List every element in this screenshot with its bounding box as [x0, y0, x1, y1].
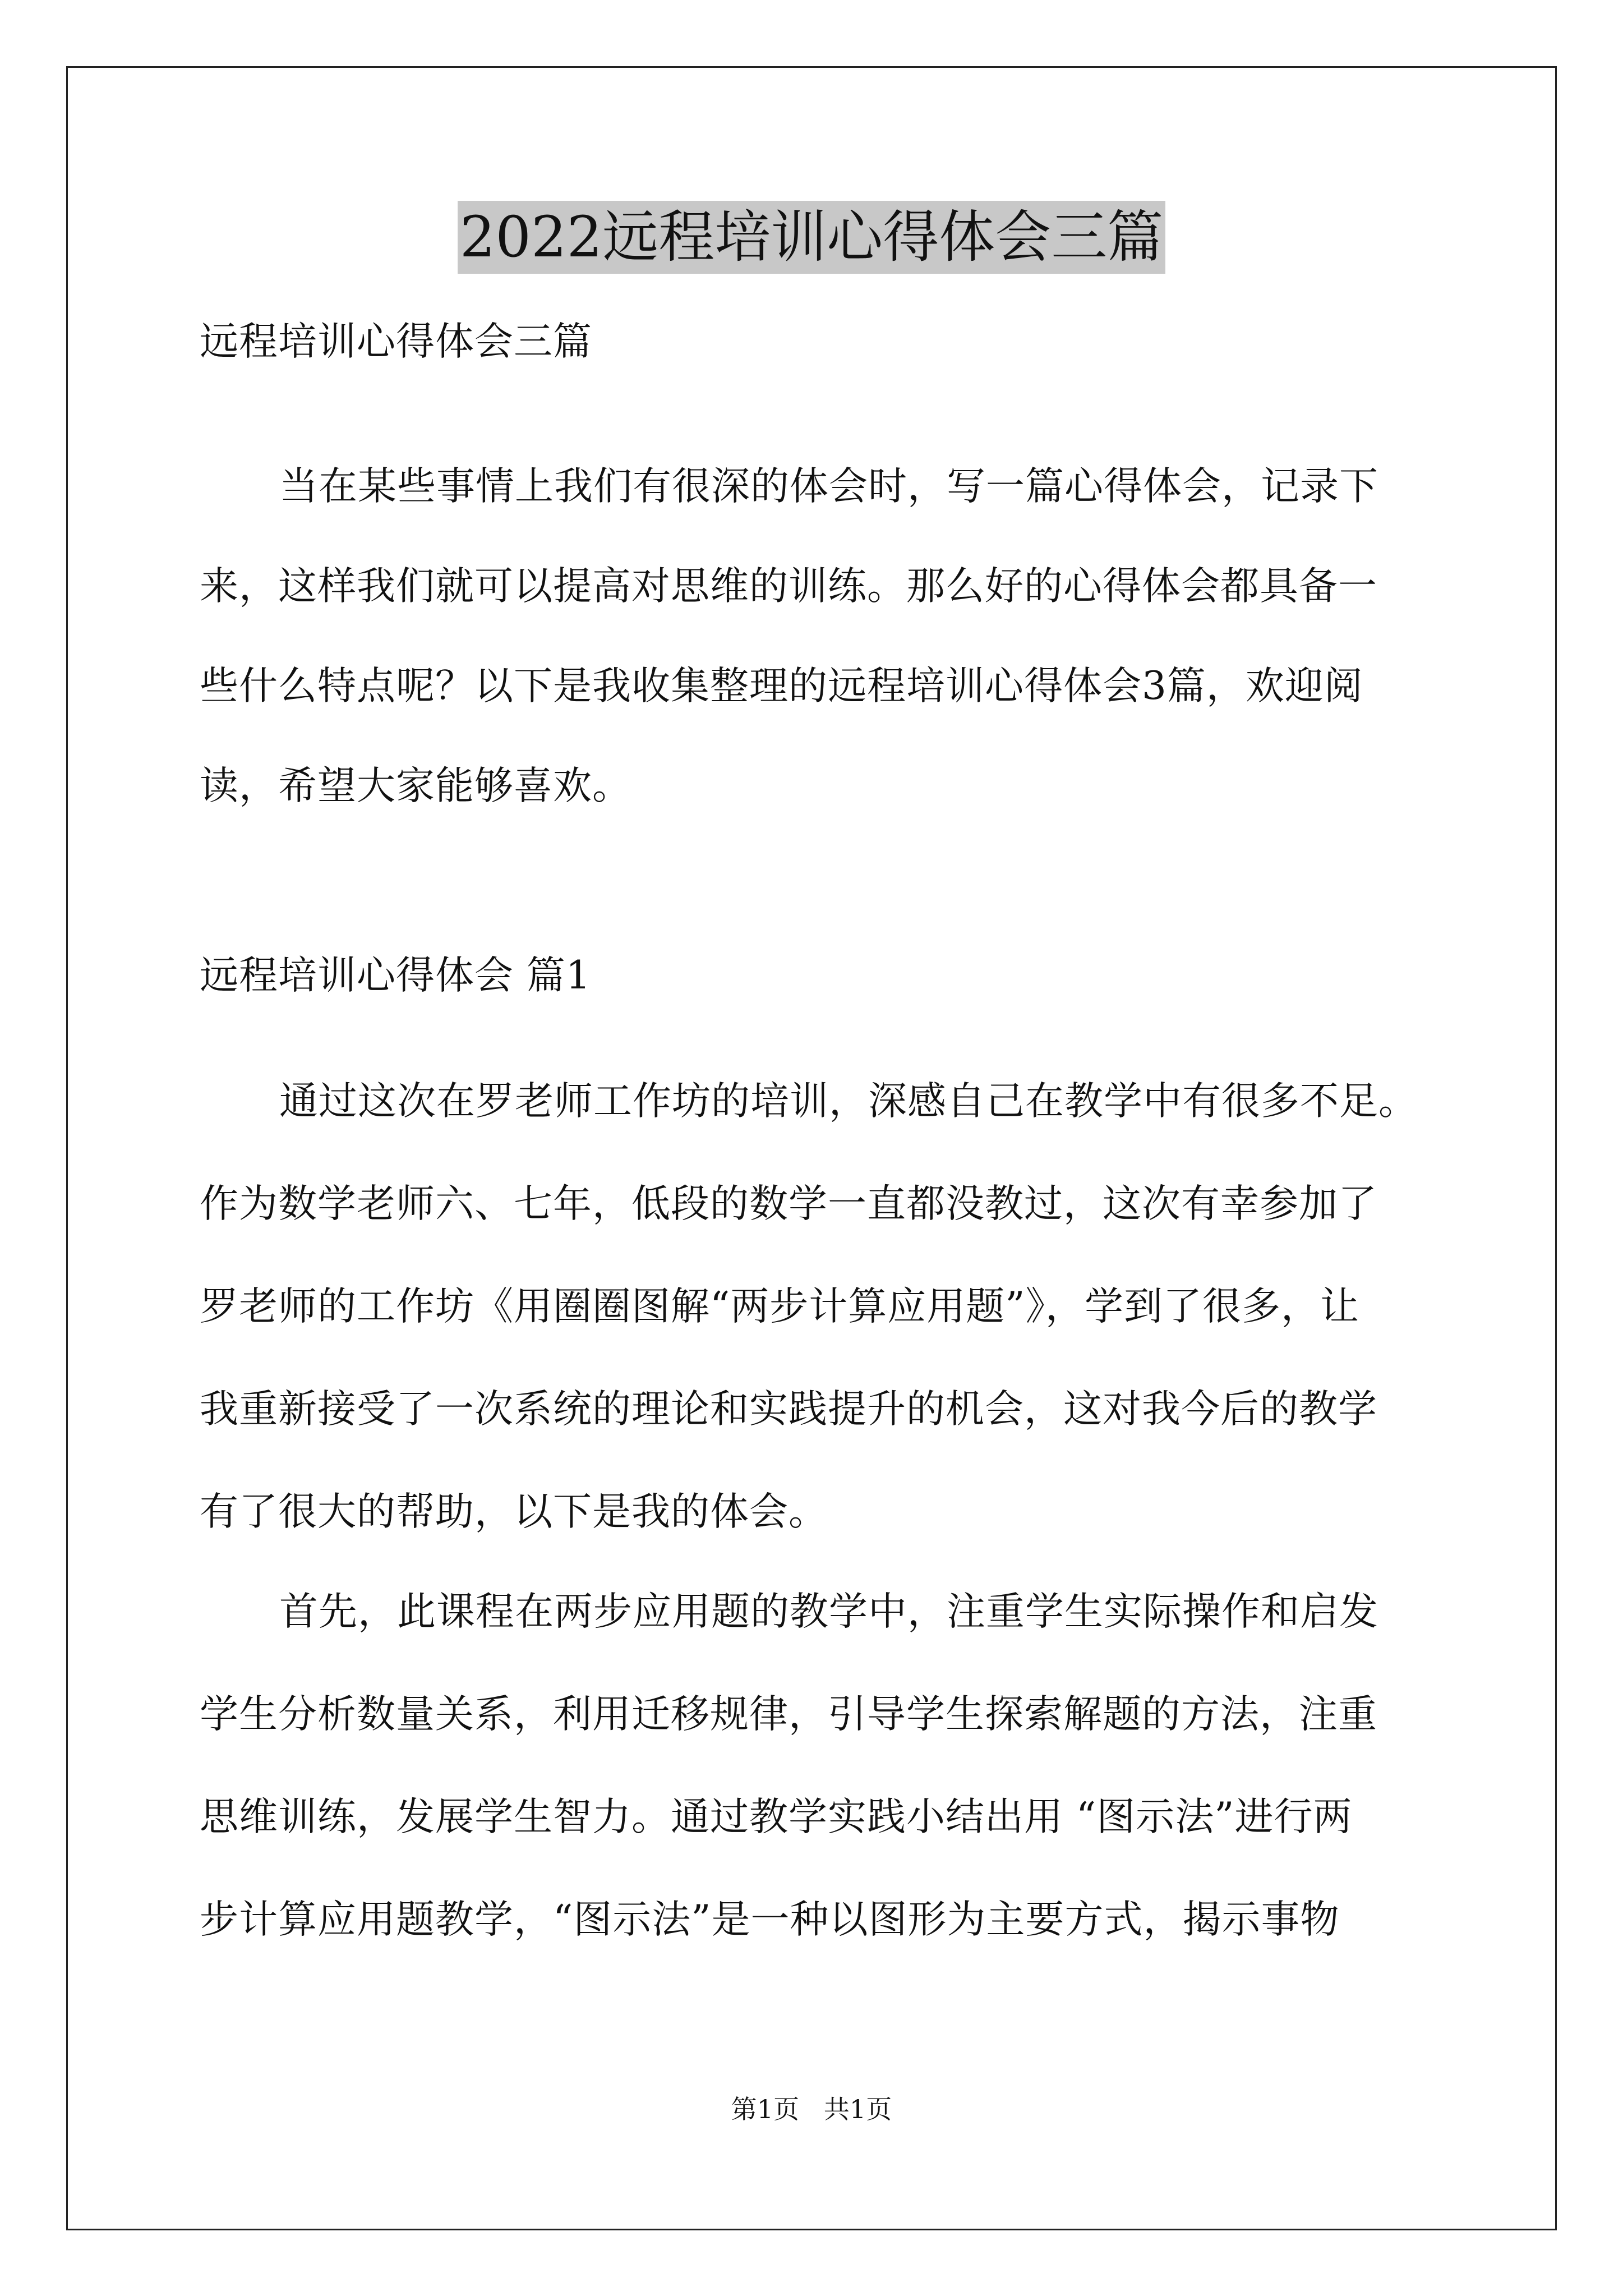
- section-heading: 远程培训心得体会 篇1: [200, 953, 591, 998]
- paragraph-line: 步计算应用题教学，“图示法”是一种以图形为主要方式，揭示事物: [200, 1897, 1340, 1942]
- paragraph-line: 思维训练，发展学生智力。通过教学实践小结出用 “图示法”进行两: [200, 1795, 1353, 1839]
- paragraph-line: 罗老师的工作坊《用圈圈图解“两步计算应用题”》，学到了很多，让: [200, 1284, 1360, 1329]
- document-title-text: 2022远程培训心得体会三篇: [458, 201, 1166, 274]
- doc-subtitle-line: 远程培训心得体会三篇: [200, 319, 592, 364]
- document-title: [0, 201, 1623, 274]
- paragraph-line: 学生分析数量关系，利用迁移规律，引导学生探索解题的方法，注重: [200, 1692, 1377, 1737]
- paragraph-line: 通过这次在罗老师工作坊的培训，深感自己在教学中有很多不足。: [279, 1079, 1418, 1124]
- paragraph-line: 首先，此课程在两步应用题的教学中，注重学生实际操作和启发: [279, 1589, 1378, 1634]
- paragraph-line: 有了很大的帮助，以下是我的体会。: [200, 1489, 828, 1534]
- paragraph-line: 些什么特点呢？以下是我收集整理的远程培训心得体会3篇，欢迎阅: [200, 664, 1363, 708]
- paragraph-line: 来，这样我们就可以提高对思维的训练。那么好的心得体会都具备一: [200, 564, 1377, 609]
- paragraph-line: 当在某些事情上我们有很深的体会时，写一篇心得体会，记录下: [279, 464, 1378, 509]
- paragraph-line: 读，希望大家能够喜欢。: [200, 763, 631, 808]
- paragraph-line: 我重新接受了一次系统的理论和实践提升的机会，这对我今后的教学: [200, 1387, 1377, 1432]
- paragraph-line: 作为数学老师六、七年，低段的数学一直都没教过，这次有幸参加了: [200, 1181, 1377, 1226]
- page-footer: 第1页 共1页: [731, 2094, 892, 2124]
